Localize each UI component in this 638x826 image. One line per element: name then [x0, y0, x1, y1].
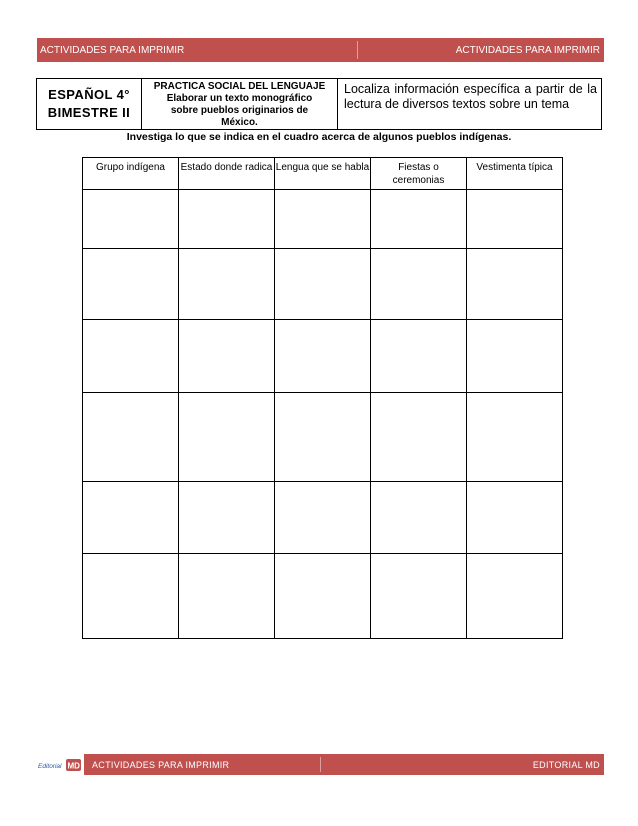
bottom-banner — [84, 754, 604, 775]
header-vestimenta: Vestimenta típica — [467, 158, 563, 190]
table-row — [83, 320, 563, 393]
table-cell[interactable] — [275, 482, 371, 554]
practice-cell — [142, 79, 338, 129]
indigenous-peoples-table — [82, 157, 563, 639]
practice-title: PRACTICA SOCIAL DEL LENGUAJE — [153, 81, 326, 92]
table-cell[interactable] — [275, 554, 371, 639]
header-estado: Estado donde radica — [179, 158, 275, 190]
table-cell[interactable] — [371, 249, 467, 320]
bottom-banner-left-text: ACTIVIDADES PARA IMPRIMIR — [92, 759, 230, 770]
table-cell[interactable] — [83, 554, 179, 639]
header-fiestas: Fiestas o ceremonias — [371, 158, 467, 190]
practice-detail-2: sobre pueblos originarios de — [170, 105, 309, 116]
table-cell[interactable] — [179, 393, 275, 482]
table-row — [83, 393, 563, 482]
table-cell[interactable] — [179, 554, 275, 639]
bottom-banner-divider — [320, 757, 321, 772]
table-cell[interactable] — [83, 320, 179, 393]
table-cell[interactable] — [83, 393, 179, 482]
table-cell[interactable] — [275, 393, 371, 482]
top-banner-divider — [357, 41, 358, 59]
table-cell[interactable] — [83, 482, 179, 554]
instruction-text: Investiga lo que se indica en el cuadro acerca de algunos pueblos indígenas. — [126, 131, 512, 143]
table-cell[interactable] — [179, 249, 275, 320]
editorial-md-logo — [37, 756, 83, 774]
practice-detail-1: Elaborar un texto monográfico — [166, 93, 313, 104]
table-row — [83, 249, 563, 320]
table-row — [83, 554, 563, 639]
table-cell[interactable] — [83, 190, 179, 249]
header-grupo-indigena: Grupo indígena — [83, 158, 179, 190]
header-table — [36, 78, 602, 130]
table-cell[interactable] — [179, 482, 275, 554]
table-row — [83, 482, 563, 554]
table-cell[interactable] — [371, 393, 467, 482]
table-cell[interactable] — [371, 554, 467, 639]
table-cell[interactable] — [467, 393, 563, 482]
top-banner-right-text: ACTIVIDADES PARA IMPRIMIR — [455, 44, 600, 56]
table-cell[interactable] — [467, 249, 563, 320]
table-cell[interactable] — [275, 320, 371, 393]
top-banner-left-text: ACTIVIDADES PARA IMPRIMIR — [40, 44, 185, 56]
subject-line1: ESPAÑOL 4° — [48, 87, 130, 102]
subject-line2: BIMESTRE II — [47, 105, 131, 120]
table-cell[interactable] — [275, 249, 371, 320]
table-cell[interactable] — [467, 190, 563, 249]
table-cell[interactable] — [275, 190, 371, 249]
table-cell[interactable] — [371, 190, 467, 249]
table-cell[interactable] — [467, 482, 563, 554]
table-cell[interactable] — [179, 320, 275, 393]
table-cell[interactable] — [179, 190, 275, 249]
svg-text:MD: MD — [67, 761, 80, 771]
practice-detail-3: México. — [221, 117, 258, 128]
header-lengua: Lengua que se habla — [275, 158, 371, 190]
table-cell[interactable] — [467, 554, 563, 639]
table-cell[interactable] — [83, 249, 179, 320]
table-cell[interactable] — [371, 320, 467, 393]
bottom-banner-right-text: EDITORIAL MD — [532, 759, 600, 770]
table-cell[interactable] — [371, 482, 467, 554]
svg-text:Editorial: Editorial — [38, 763, 62, 770]
table-cell[interactable] — [467, 320, 563, 393]
table-header-row — [83, 158, 563, 190]
objective-cell: Localiza información específica a partir de la lectura de diversos textos sobre un tema — [344, 82, 597, 111]
subject-cell — [37, 79, 142, 129]
table-row — [83, 190, 563, 249]
top-banner — [37, 38, 604, 62]
